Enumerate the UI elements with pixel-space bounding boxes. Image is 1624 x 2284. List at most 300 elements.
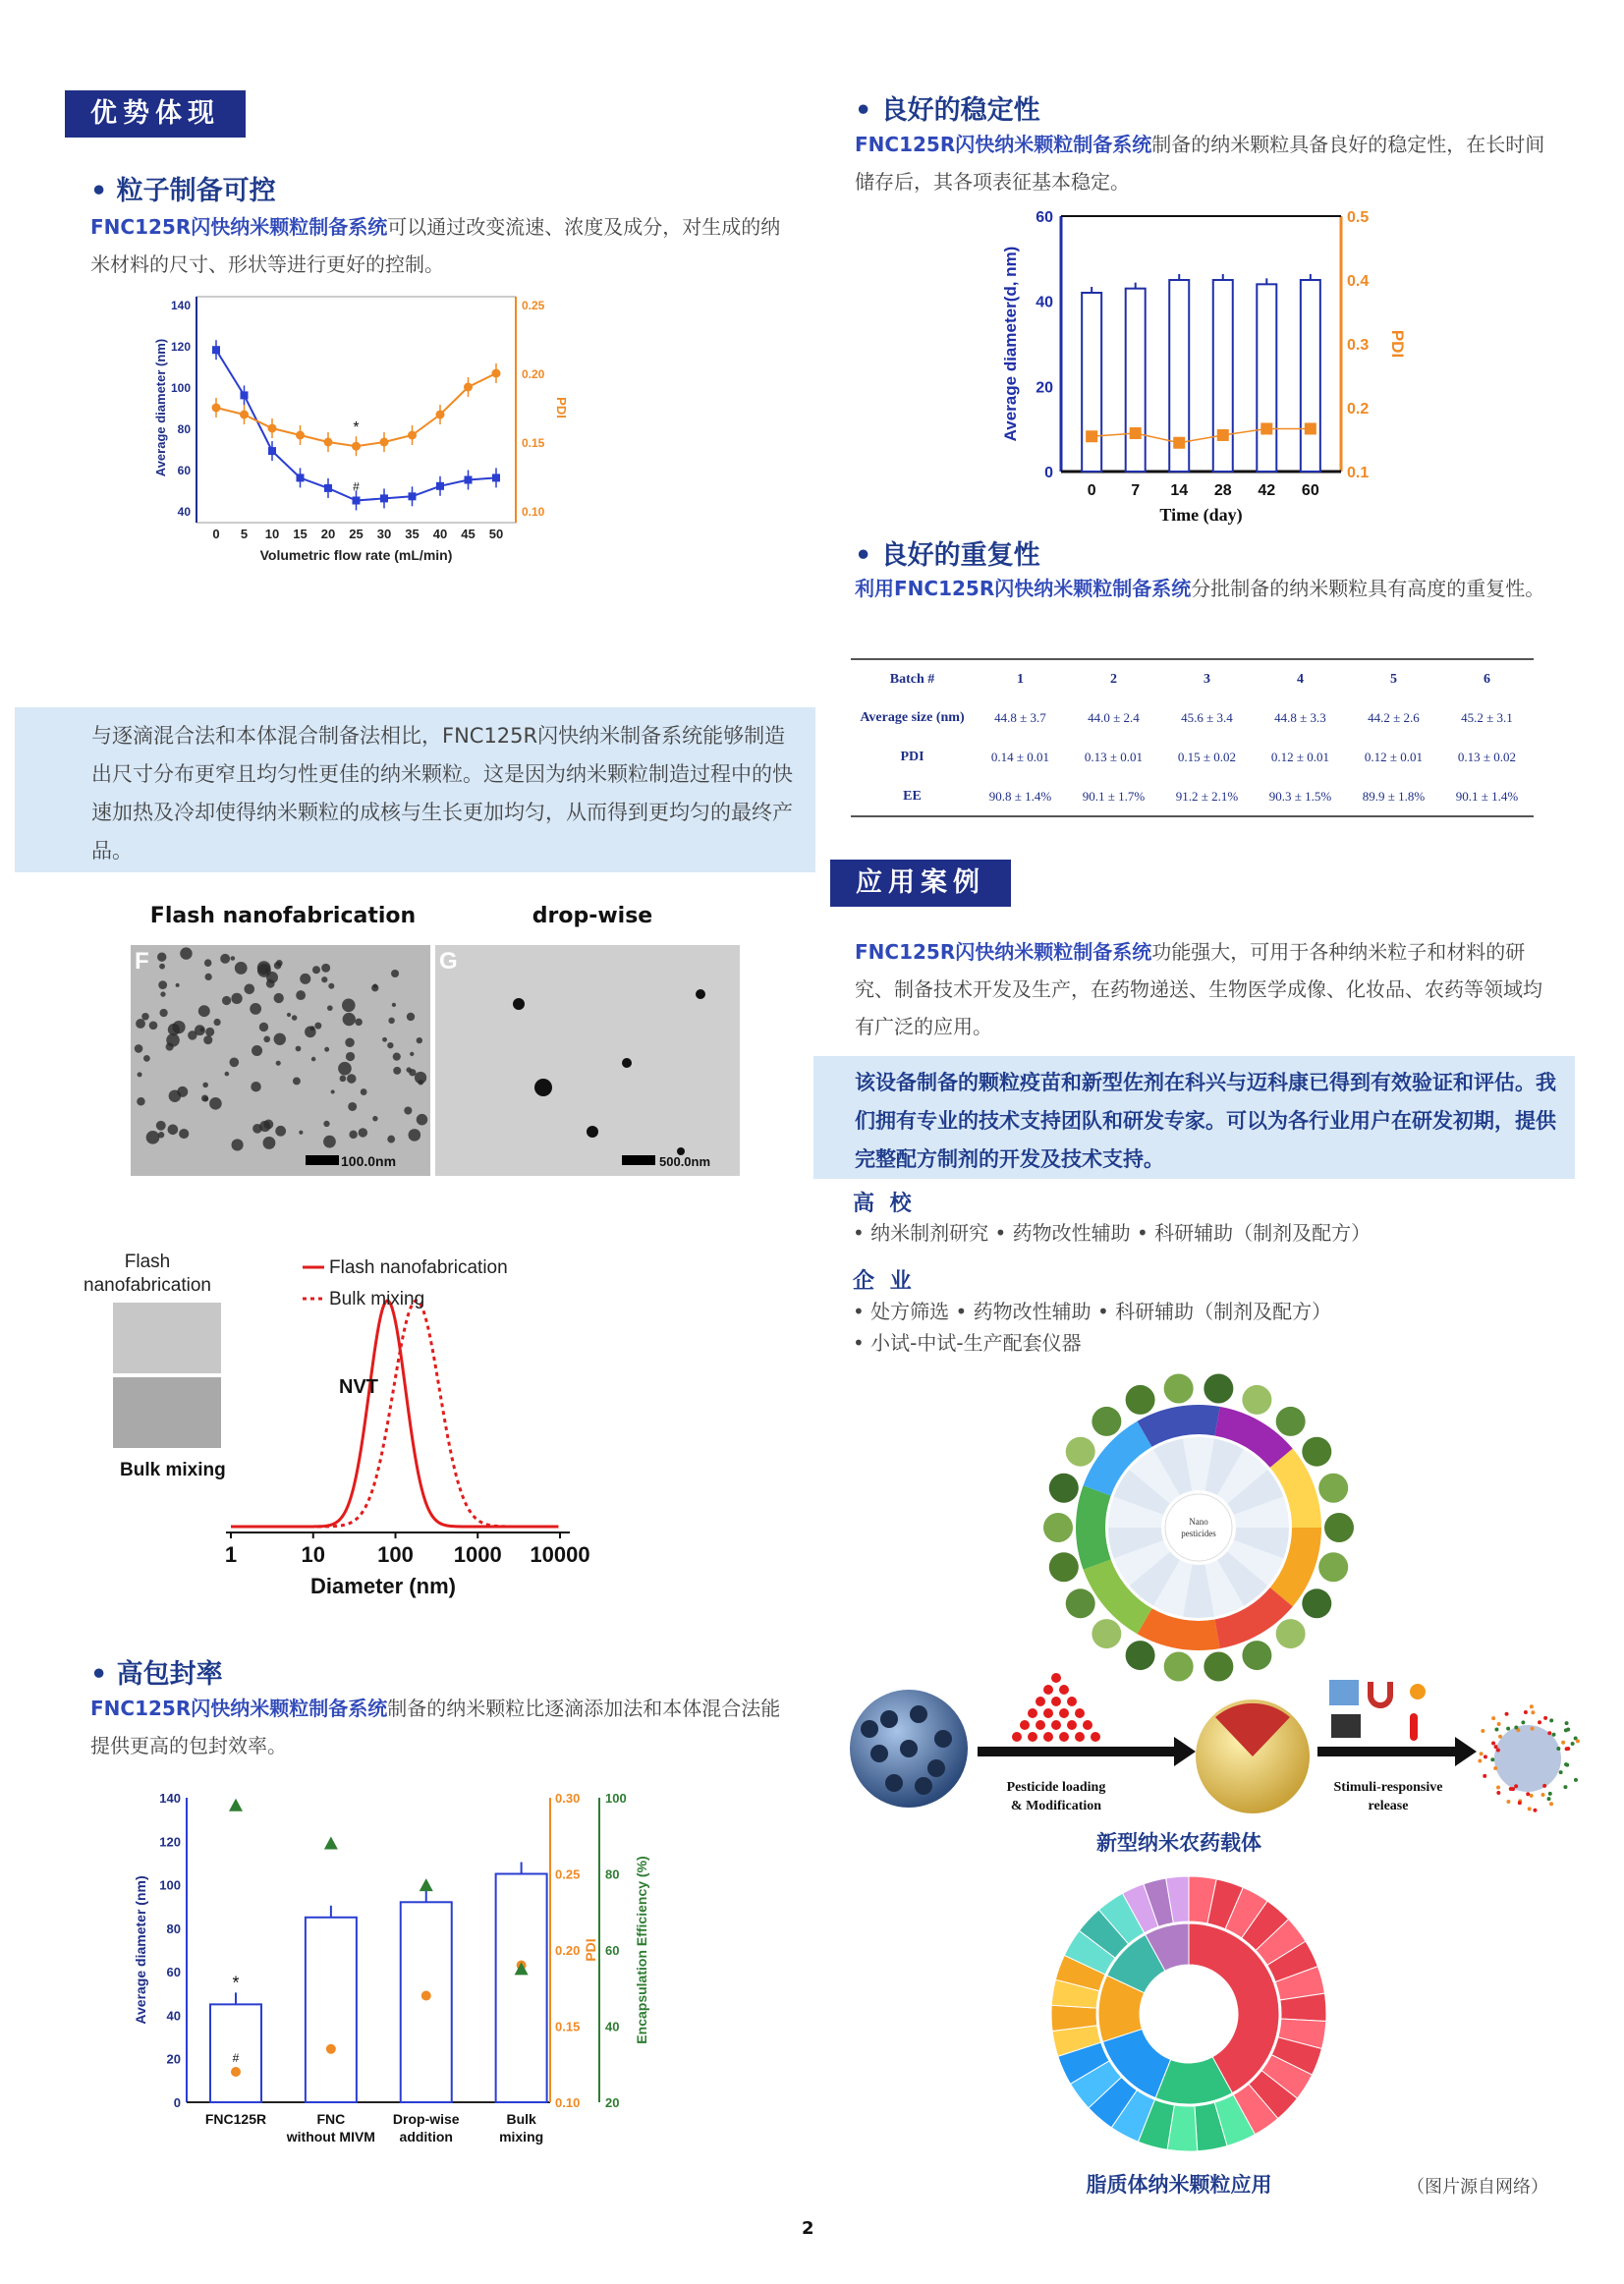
nanoparticle-dot xyxy=(245,983,255,994)
tem-images xyxy=(131,945,740,1176)
scale-bar-right xyxy=(622,1155,655,1165)
data-point xyxy=(465,476,473,484)
bar xyxy=(306,1918,357,2102)
table-header: 5 xyxy=(1390,671,1397,687)
released-dot xyxy=(1530,1794,1534,1798)
y2-axis-label: PDI xyxy=(583,1938,598,1962)
nanoparticle-dot xyxy=(263,1137,276,1149)
pesticide-dot xyxy=(1059,1685,1069,1695)
data-point xyxy=(241,391,249,399)
nanoparticle-dot xyxy=(323,1136,336,1148)
nanoparticle-dot xyxy=(204,959,212,967)
y2-tick-label: 0.20 xyxy=(555,1943,581,1958)
arrow-shaft-2 xyxy=(1317,1747,1455,1756)
inset-label-flash-1: Flash xyxy=(124,1252,171,1272)
released-dot xyxy=(1566,1727,1570,1731)
nanoparticle-dot xyxy=(391,970,399,977)
nanoparticle-dot xyxy=(340,1075,347,1082)
y-tick-label: 60 xyxy=(1036,209,1053,226)
released-dot xyxy=(1526,1792,1530,1796)
stimuli-label-2: release xyxy=(1368,1799,1409,1813)
nanoparticle-dot xyxy=(156,1121,166,1131)
released-dot xyxy=(1556,1747,1560,1751)
plant-thumbnail xyxy=(1049,1474,1079,1503)
y-tick-label: 60 xyxy=(166,1965,181,1980)
nanoparticle-dot xyxy=(348,1102,357,1111)
nanoparticle-dot xyxy=(346,1052,355,1061)
table-header: 6 xyxy=(1484,671,1490,687)
plant-thumbnail xyxy=(1204,1373,1233,1403)
table-cell: 90.1 ± 1.4% xyxy=(1455,788,1519,804)
nanoparticle-dot xyxy=(220,954,230,964)
caption-pesticide-carrier: 新型纳米农药载体 xyxy=(1096,1831,1261,1855)
table-row xyxy=(851,698,1534,738)
released-dot xyxy=(1561,1741,1565,1745)
plant-thumbnail xyxy=(1066,1437,1095,1467)
nanoparticle-dot xyxy=(143,1055,150,1062)
released-dot xyxy=(1505,1712,1509,1716)
y3-tick-label: 100 xyxy=(605,1791,627,1806)
y-axis-label: Average diameter (nm) xyxy=(153,338,168,477)
nanoparticle-dot xyxy=(225,1072,230,1077)
nanoparticle-dot xyxy=(409,1129,421,1142)
released-dot xyxy=(1552,1733,1556,1737)
y2-tick-label: 0.4 xyxy=(1347,273,1370,290)
data-point xyxy=(408,431,417,440)
annotation-hash: # xyxy=(353,479,360,494)
released-dot xyxy=(1576,1739,1580,1743)
pesticide-dot xyxy=(1043,1732,1053,1742)
released-dot xyxy=(1533,1809,1537,1812)
tem-right-scale: 500.0nm xyxy=(659,1154,711,1169)
released-dot xyxy=(1483,1774,1486,1778)
pore xyxy=(910,1705,927,1723)
nanoparticle-dot xyxy=(328,983,334,989)
series-line-bulk xyxy=(231,1301,558,1527)
particle-dot xyxy=(513,998,525,1010)
nanoparticle-dot xyxy=(349,1131,357,1139)
nanoparticle-dot xyxy=(296,990,306,1000)
nanoparticle-dot xyxy=(166,1043,174,1051)
nanoparticle-dot xyxy=(387,1042,393,1048)
released-dot xyxy=(1531,1710,1535,1714)
pesticide-dot xyxy=(1043,1708,1053,1718)
y-tick-label: 140 xyxy=(159,1791,181,1806)
released-dot xyxy=(1541,1793,1545,1797)
nanoparticle-dot xyxy=(388,1018,394,1024)
wheel-center-text-2: pesticides xyxy=(1181,1529,1216,1538)
paragraph-text: 可以通过改变流速、浓度及成分，对生成的纳米材料的尺寸、形状等进行更好的控制。 xyxy=(90,215,781,276)
nanoparticle-dot xyxy=(338,1062,352,1076)
nanoparticle-dot xyxy=(213,1019,220,1026)
table-cell: 90.3 ± 1.5% xyxy=(1268,788,1332,804)
nanoparticle-dot xyxy=(250,1003,261,1015)
table-cell: Average size (nm) xyxy=(860,710,965,725)
plant-thumbnail xyxy=(1318,1474,1348,1503)
x-tick-label: 40 xyxy=(432,527,448,541)
y-tick-label: 120 xyxy=(159,1834,181,1850)
wheel-segment xyxy=(1076,1485,1111,1570)
pesticide-dot xyxy=(1036,1720,1045,1730)
heading-particle-control: • 粒子制备可控 xyxy=(90,176,276,206)
nanoparticle-dot xyxy=(327,1005,333,1011)
nanoparticle-dot xyxy=(252,1124,262,1134)
brand-name: FNC125R闪快纳米颗粒制备系统 xyxy=(90,1697,388,1720)
nanoparticle-dot xyxy=(202,1083,208,1088)
heading-repeatability: • 良好的重复性 xyxy=(855,540,1040,571)
y2-tick-label: 0.3 xyxy=(1347,337,1370,354)
data-point xyxy=(240,411,249,419)
table-cell: 0.13 ± 0.01 xyxy=(1084,750,1144,764)
released-dot xyxy=(1547,1797,1551,1801)
bar xyxy=(496,1874,547,2103)
annotation-star: * xyxy=(232,1973,240,1993)
data-point xyxy=(296,431,305,440)
x-tick-label: 10 xyxy=(301,1542,325,1567)
nanoparticle-dot xyxy=(407,1013,415,1021)
released-dot xyxy=(1493,1766,1497,1770)
released-dot xyxy=(1491,1741,1495,1745)
y-tick-label: 100 xyxy=(159,1877,181,1893)
table-header-row xyxy=(851,659,1534,698)
nanoparticle-dot xyxy=(311,1057,316,1062)
pdi-point xyxy=(326,2044,336,2054)
nanoparticle-dot xyxy=(158,1132,164,1138)
data-point xyxy=(297,474,305,481)
paragraph-text: 制备的纳米颗粒具备良好的稳定性，在长时间储存后，其各项表征基本稳定。 xyxy=(855,133,1545,194)
table-cell: 0.12 ± 0.01 xyxy=(1364,750,1424,764)
table-cell: 44.2 ± 2.6 xyxy=(1368,710,1420,725)
plant-thumbnail xyxy=(1302,1437,1331,1467)
released-dot xyxy=(1496,1748,1500,1752)
nanoparticle-dot xyxy=(205,974,212,980)
bar xyxy=(1126,289,1146,472)
nanoparticle-dot xyxy=(257,961,271,975)
tem-right-letter: G xyxy=(439,948,458,975)
y2-tick-label: 0.15 xyxy=(522,436,545,450)
nanoparticle-dot xyxy=(300,974,310,984)
nanoparticle-dot xyxy=(382,1037,387,1042)
x-tick-label: 0 xyxy=(1087,482,1096,499)
data-point xyxy=(324,438,333,447)
legend-label-bulk: Bulk mixing xyxy=(329,1289,425,1309)
released-dot xyxy=(1565,1721,1569,1725)
table-header: 1 xyxy=(1017,671,1024,687)
section-title-applications: 应用案例 xyxy=(830,860,1011,907)
plant-thumbnail xyxy=(1242,1641,1271,1670)
y-axis-label: Average diameter(d, nm) xyxy=(1001,246,1020,442)
y2-axis-label: PDI xyxy=(554,397,569,418)
y-tick-label: 100 xyxy=(170,381,191,395)
data-point xyxy=(212,346,220,354)
table-header: Batch # xyxy=(889,671,935,687)
heading-stability: • 良好的稳定性 xyxy=(855,95,1040,126)
brand-name: 利用FNC125R闪快纳米颗粒制备系统 xyxy=(855,577,1192,600)
released-dot xyxy=(1559,1770,1563,1774)
pore xyxy=(900,1740,918,1757)
nanoparticle-dot xyxy=(417,1114,428,1126)
x-tick-label: 45 xyxy=(461,527,476,541)
plant-thumbnail xyxy=(1164,1373,1194,1403)
bar xyxy=(1301,280,1320,472)
released-dot xyxy=(1496,1791,1500,1795)
nanoparticle-dot xyxy=(287,1013,291,1017)
released-dot xyxy=(1478,1758,1482,1762)
nanoparticle-dot xyxy=(263,1036,270,1043)
nanoparticle-dot xyxy=(387,1136,395,1143)
stability-chart xyxy=(992,201,1405,540)
comparison-note-text: 与逐滴混合法和本体混合制备法相比，FNC125R闪快纳米制备系统能够制造出尺寸分布更窄且均匀性更佳的纳米颗粒。这是因为纳米颗粒制造过程中的快速加热及冷却使得纳米颗粒的成核与生长更加均匀，从而得到更均匀的最终产品。 xyxy=(91,724,793,863)
vaccine-note-text: 该设备制备的颗粒疫苗和新型佐剂在科兴与迈科康已得到有效验证和评估。我们拥有专业的技术支持团队和研发专家。可以为各行业用户在研发初期，提供完整配方制剂的开发及技术支持。 xyxy=(855,1071,1556,1171)
y-tick-label: 80 xyxy=(166,1921,181,1936)
released-dot xyxy=(1514,1726,1518,1730)
released-dot xyxy=(1543,1716,1547,1720)
pesticide-dot xyxy=(1075,1708,1085,1718)
nanoparticle-dot xyxy=(406,1067,411,1072)
nanoparticle-dot xyxy=(393,1067,401,1075)
x-tick-label: 60 xyxy=(1301,482,1319,499)
x-tick-label: 10 xyxy=(264,527,280,541)
x-tick-label: FNC125R xyxy=(204,2111,267,2127)
table-cell: 44.0 ± 2.4 xyxy=(1088,710,1140,725)
nanoparticle-dot xyxy=(312,966,320,974)
particle-dot xyxy=(622,1058,632,1068)
brand-name: FNC125R闪快纳米颗粒制备系统 xyxy=(855,940,1152,964)
nanoparticle-dot xyxy=(172,1021,185,1033)
y3-tick-label: 80 xyxy=(605,1866,620,1882)
brand-name: FNC125R闪快纳米颗粒制备系统 xyxy=(855,133,1152,156)
nanoparticle-dot xyxy=(293,1078,301,1086)
enterprise-uses-2: • 小试-中试-生产配套仪器 xyxy=(853,1331,1082,1355)
tem-left-letter: F xyxy=(135,948,149,975)
released-dot xyxy=(1514,1784,1518,1788)
y2-tick-label: 0.5 xyxy=(1347,209,1370,226)
y-tick-label: 40 xyxy=(166,2008,181,2024)
x-tick-label: mixing xyxy=(499,2129,544,2145)
ee-point xyxy=(420,1878,433,1891)
paragraph-text: 分批制备的纳米颗粒具有高度的重复性。 xyxy=(1191,577,1545,600)
paragraph-encapsulation xyxy=(90,1690,798,1764)
plant-thumbnail xyxy=(1242,1385,1271,1415)
pesticide-dot xyxy=(1067,1697,1077,1706)
nanoparticle-dot xyxy=(138,1072,142,1077)
x-tick-label: 25 xyxy=(349,527,364,541)
nanoparticle-dot xyxy=(205,1028,214,1036)
y-tick-label: 20 xyxy=(1036,379,1053,397)
nanoparticle-dot xyxy=(169,1089,182,1102)
x-tick-label: Bulk xyxy=(506,2111,536,2127)
nanoparticle-dot xyxy=(157,953,166,962)
data-point xyxy=(212,404,221,413)
plant-thumbnail xyxy=(1126,1385,1155,1415)
annotation-hash: # xyxy=(232,2051,240,2065)
pesticide-dot xyxy=(1043,1685,1053,1695)
x-tick-label: 0 xyxy=(212,527,220,541)
x-tick-label: FNC xyxy=(316,2111,346,2127)
released-dot xyxy=(1498,1735,1502,1739)
nanoparticle-dot xyxy=(274,962,282,970)
plant-thumbnail xyxy=(1066,1588,1095,1618)
nanoparticle-dot xyxy=(392,1003,396,1007)
y2-tick-label: 0.20 xyxy=(522,367,545,381)
particle-dot xyxy=(534,1079,552,1096)
released-dot xyxy=(1531,1727,1535,1731)
y2-tick-label: 0.25 xyxy=(522,299,545,312)
nanoparticle-dot xyxy=(299,1131,303,1135)
data-point xyxy=(324,484,332,492)
pesticide-dot xyxy=(1075,1732,1085,1742)
y3-tick-label: 60 xyxy=(605,1943,620,1958)
nanoparticle-dot xyxy=(266,979,275,988)
inset-label-flash-2: nanofabrication xyxy=(84,1275,211,1296)
released-dot xyxy=(1566,1747,1570,1751)
nanoparticle-dot xyxy=(203,1035,212,1044)
data-point xyxy=(380,438,389,447)
bar xyxy=(1213,280,1233,472)
particle-dot xyxy=(587,1126,598,1138)
nanoparticle-dot xyxy=(149,1021,158,1030)
nanoparticle-dot xyxy=(222,996,231,1005)
table-header: 2 xyxy=(1110,671,1117,687)
nanoparticle-dot xyxy=(274,993,284,1003)
released-dot xyxy=(1549,1802,1553,1806)
inset-label-bulk: Bulk mixing xyxy=(120,1460,226,1480)
arrow-head-1 xyxy=(1174,1737,1196,1766)
thermometer-icon xyxy=(1410,1713,1418,1741)
released-dot xyxy=(1506,1727,1510,1731)
pesticide-dot xyxy=(1059,1732,1069,1742)
data-point xyxy=(268,447,276,455)
table-row xyxy=(851,777,1534,816)
released-dot xyxy=(1506,1800,1510,1804)
nanoparticle-dot xyxy=(200,1028,204,1031)
magnet-icon xyxy=(1371,1682,1390,1705)
released-dot xyxy=(1497,1722,1501,1726)
nanoparticle-dot xyxy=(179,1129,189,1139)
y-tick-label: 20 xyxy=(166,2051,181,2067)
plant-thumbnail xyxy=(1276,1407,1306,1436)
stimuli-label-1: Stimuli-responsive xyxy=(1333,1780,1443,1795)
pesticide-dot xyxy=(1059,1708,1069,1718)
pesticide-dot xyxy=(1036,1697,1045,1706)
pore xyxy=(927,1759,945,1777)
comparison-note-box xyxy=(15,707,815,872)
nanoparticle-dot xyxy=(321,976,327,982)
brand-name: FNC125R闪快纳米颗粒制备系统 xyxy=(90,215,388,239)
pesticide-dot xyxy=(1067,1720,1077,1730)
nanoparticle-dot xyxy=(158,980,167,989)
nanoparticle-dot xyxy=(232,1139,244,1150)
released-dot xyxy=(1491,1716,1495,1720)
heading-encapsulation: • 高包封率 xyxy=(90,1659,223,1690)
released-dot xyxy=(1530,1704,1534,1708)
released-dot xyxy=(1484,1755,1487,1758)
y-tick-label: 40 xyxy=(1036,294,1053,311)
plant-thumbnail xyxy=(1318,1552,1348,1582)
released-dot xyxy=(1511,1787,1515,1791)
bar xyxy=(1257,284,1276,472)
data-point xyxy=(436,411,445,419)
plant-thumbnail xyxy=(1043,1513,1073,1542)
y3-tick-label: 40 xyxy=(605,2019,620,2034)
nanoparticle-dot xyxy=(160,991,165,996)
y2-tick-label: 0.1 xyxy=(1347,465,1370,481)
released-dot xyxy=(1521,1720,1525,1724)
nanoparticle-dot xyxy=(343,1013,356,1026)
paragraph-text: 制备的纳米颗粒比逐滴添加法和本体混合法能提供更高的包封效率。 xyxy=(90,1697,781,1757)
nanoparticle-dot xyxy=(345,1037,355,1047)
nanoparticle-dot xyxy=(274,1033,286,1045)
released-dot xyxy=(1490,1757,1494,1761)
arrow-shaft-1 xyxy=(978,1747,1174,1756)
released-dot xyxy=(1518,1801,1522,1805)
released-dot xyxy=(1528,1807,1532,1810)
paragraph-applications xyxy=(855,933,1552,1045)
data-point xyxy=(380,494,388,502)
y3-tick-label: 20 xyxy=(605,2095,620,2110)
arrow-head-2 xyxy=(1455,1737,1477,1766)
data-point xyxy=(492,474,500,481)
encapsulation-chart xyxy=(128,1778,756,2171)
table-cell: 44.8 ± 3.3 xyxy=(1274,710,1326,725)
nanoparticle-dot xyxy=(347,1074,357,1084)
nanoparticle-dot xyxy=(198,1005,210,1017)
pore xyxy=(880,1710,898,1728)
x-tick-label: 14 xyxy=(1170,482,1189,499)
nanoparticle-dot xyxy=(372,1116,377,1121)
nanoparticle-dot xyxy=(361,1088,367,1095)
data-point xyxy=(353,497,361,505)
released-dot xyxy=(1563,1785,1567,1789)
nanoparticle-dot xyxy=(159,964,165,970)
nanoparticle-dot xyxy=(404,1106,412,1114)
table-cell: 91.2 ± 2.1% xyxy=(1175,788,1239,804)
batch-table xyxy=(851,658,1534,817)
x-tick-label: addition xyxy=(399,2129,453,2145)
x-tick-label: 5 xyxy=(240,527,249,541)
heading-universities: 高 校 xyxy=(853,1192,916,1216)
x-tick-label: 15 xyxy=(293,527,308,541)
ph-strip-icon xyxy=(1331,1714,1361,1738)
table-cell: EE xyxy=(903,788,922,804)
liposome-sunburst-figure xyxy=(1046,1871,1331,2156)
nanoparticle-dot xyxy=(201,1094,208,1101)
pore xyxy=(885,1774,903,1792)
page-number: 2 xyxy=(802,2218,814,2239)
nanoparticle-dot xyxy=(418,1080,423,1086)
ee-point xyxy=(229,1799,243,1811)
paragraph-particle-control xyxy=(90,208,798,283)
nanoparticle-dot xyxy=(176,983,180,987)
data-point xyxy=(436,482,444,490)
pdi-point xyxy=(231,2067,241,2077)
table-cell: 45.6 ± 3.4 xyxy=(1181,710,1233,725)
series-line-flash xyxy=(231,1301,558,1527)
nanoparticle-dot xyxy=(310,1026,315,1031)
nano-pesticide-wheel-figure xyxy=(1041,1370,1356,1685)
released-dot xyxy=(1565,1763,1569,1767)
released-dot xyxy=(1571,1742,1575,1746)
nanoparticle-dot xyxy=(141,1013,149,1021)
pesticide-dot xyxy=(1051,1720,1061,1730)
plant-thumbnail xyxy=(1302,1588,1331,1618)
y2-tick-label: 0.25 xyxy=(555,1866,581,1882)
table-cell: 0.12 ± 0.01 xyxy=(1270,750,1330,764)
tem-left-scale: 100.0nm xyxy=(341,1153,397,1169)
y-tick-label: 0 xyxy=(1044,465,1053,481)
released-dot xyxy=(1481,1729,1484,1733)
tem-right-title: drop-wise xyxy=(532,904,653,928)
